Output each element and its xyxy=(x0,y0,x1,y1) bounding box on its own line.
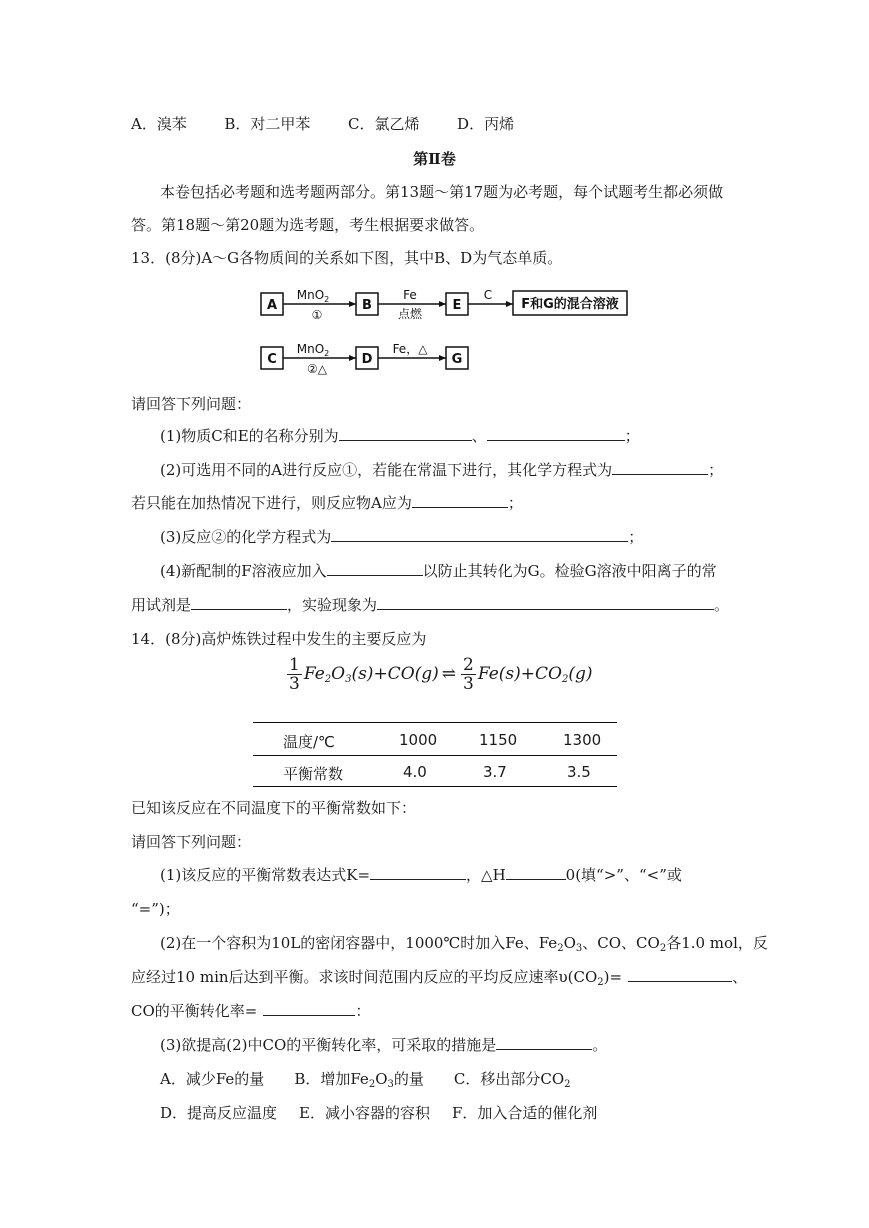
table-header-1150: 1150 xyxy=(479,731,518,749)
eq-arrow: ⇌ xyxy=(441,664,457,684)
q14-part-1a xyxy=(160,864,682,885)
q13-reaction-diagram xyxy=(255,283,635,378)
q13-p4a-mid: 以防止其转化为G。检验G溶液中阳离子的常 xyxy=(422,562,717,580)
svg-text:MnO2 xyxy=(297,288,330,304)
blank-rate[interactable] xyxy=(628,966,732,982)
q14-p1a-mid: ，△H xyxy=(466,866,506,884)
option-b: B．对二甲苯 xyxy=(224,115,311,133)
arrow4-bottom: ②△ xyxy=(307,362,327,376)
q13-p2b-end: ； xyxy=(507,494,523,512)
q13-p4b-mid: ，实验现象为 xyxy=(287,596,378,614)
section-title: 第Ⅱ卷 xyxy=(413,150,456,168)
q14-p2a-end: 各1.0 mol，反 xyxy=(666,934,768,952)
option-c: C．氯乙烯 xyxy=(348,115,420,133)
q14-known: 已知该反应在不同温度下的平衡常数如下： xyxy=(131,799,417,817)
q14-option-b xyxy=(294,1070,424,1088)
q14-p2c-end: ： xyxy=(355,1002,371,1020)
q14-p3-end: 。 xyxy=(592,1036,608,1054)
arrow4-top-sub: 2 xyxy=(324,349,330,358)
q14-p2a-o: O xyxy=(563,934,576,952)
frac1-den: 3 xyxy=(289,674,300,694)
eq-right: Fe(s)+CO xyxy=(477,664,562,684)
intro-line-1: 本卷包括必考题和选考题两部分。第13题～第17题为必考题，每个试题考生都必须做 xyxy=(160,183,724,201)
q13-p4a-text: (4)新配制的F溶液应加入 xyxy=(160,562,327,580)
q14-p2b-sub: 2 xyxy=(597,977,604,988)
q14-option-b-o: O xyxy=(375,1070,388,1088)
arrow3-top: C xyxy=(483,288,493,302)
q14-stem: 14．(8分)高炉炼铁过程中发生的主要反应为 xyxy=(131,630,427,648)
table-label-k: 平衡常数 xyxy=(283,765,344,783)
q14-table xyxy=(253,722,617,788)
q14-option-c-text: C．移出部分CO xyxy=(453,1070,565,1088)
blank-reactant-a[interactable] xyxy=(412,492,508,508)
q13-p2a-end: ； xyxy=(708,461,724,479)
table-value-1150: 3.7 xyxy=(483,763,507,781)
label-fg: F和G的混合溶液 xyxy=(521,297,619,312)
q13-p1-end: ； xyxy=(624,427,640,445)
blank-e-name[interactable] xyxy=(487,425,625,441)
blank-conversion[interactable] xyxy=(263,1000,355,1016)
blank-equation-2[interactable] xyxy=(331,526,628,542)
q14-option-b-sub1: 2 xyxy=(368,1079,376,1090)
intro-line-2: 答。第18题～第20题为选考题，考生根据要求做答。 xyxy=(131,216,485,234)
arrow4-top: MnO xyxy=(296,342,325,356)
q14-p2b-sep: 、 xyxy=(732,968,748,986)
q14-option-c-sub: 2 xyxy=(564,1079,571,1090)
q14-p3-text: (3)欲提高(2)中CO的平衡转化率，可采取的措施是 xyxy=(160,1036,497,1054)
q14-p2a-rest: 、CO、CO xyxy=(582,934,660,952)
frac2-den: 3 xyxy=(463,674,474,694)
label-d: D xyxy=(361,352,373,367)
arrow1-top-sub: 2 xyxy=(324,295,330,304)
label-a: A xyxy=(266,298,278,313)
frac1-num: 1 xyxy=(289,655,300,675)
q14-option-c xyxy=(454,1070,571,1088)
eq-left-sub2: 3 xyxy=(345,674,352,685)
q14-part-3 xyxy=(160,1034,607,1055)
blank-reagent[interactable] xyxy=(191,594,287,610)
option-a: A．溴苯 xyxy=(131,115,187,133)
q14-p2a-text: (2)在一个容积为10L的密闭容器中，1000℃时加入Fe、Fe xyxy=(160,934,558,952)
svg-text:MnO2 xyxy=(297,342,330,358)
eq-left-rest: (s)+CO(g) xyxy=(351,664,439,684)
blank-k-expression[interactable] xyxy=(370,864,466,880)
option-d: D．丙烯 xyxy=(457,115,515,133)
label-b: B xyxy=(362,298,372,313)
arrow5-top: Fe，△ xyxy=(392,342,428,356)
q14-p2a-sub1: 2 xyxy=(557,943,564,954)
q13-p2a-text: (2)可选用不同的A进行反应①，若能在常温下进行，其化学方程式为 xyxy=(160,461,613,479)
label-g: G xyxy=(451,352,463,367)
blank-phenomenon[interactable] xyxy=(377,594,714,610)
table-header-1000: 1000 xyxy=(399,731,438,749)
q14-p2b-text: 应经过10 min后达到平衡。求该时间范围内反应的平均反应速率υ(CO xyxy=(131,968,598,986)
table-header-temp: 温度/℃ xyxy=(283,733,335,751)
q13-p1-text: (1)物质C和E的名称分别为 xyxy=(160,427,339,445)
q14-options-row-2 xyxy=(160,1102,597,1123)
eq-left-sub1: 2 xyxy=(324,674,332,685)
eq-right-sub: 2 xyxy=(561,674,569,685)
q14-option-b-sub2: 3 xyxy=(387,1079,394,1090)
blank-measure[interactable] xyxy=(496,1034,592,1050)
q14-options-row-1 xyxy=(160,1068,571,1090)
q13-p3-end: ； xyxy=(628,528,644,546)
q14-p2b-end: )= xyxy=(603,968,623,986)
q14-p2a-sub3: 2 xyxy=(659,943,667,954)
frac2-num: 2 xyxy=(463,655,474,675)
arrow1-top: MnO xyxy=(296,288,325,302)
q14-option-f: F．加入合适的催化剂 xyxy=(451,1104,598,1122)
q13-part-1 xyxy=(160,425,640,446)
table-value-1000: 4.0 xyxy=(403,763,427,781)
blank-additive[interactable] xyxy=(327,560,423,576)
q14-ask: 请回答下列问题： xyxy=(131,833,252,851)
blank-delta-h[interactable] xyxy=(506,864,566,880)
eq-right-rest: (g) xyxy=(568,664,593,684)
q13-p3-text: (3)反应②的化学方程式为 xyxy=(160,528,332,546)
q12-options xyxy=(131,113,514,134)
q14-part-1b: “=”)； xyxy=(131,900,180,918)
blank-equation-1[interactable] xyxy=(612,459,708,475)
q13-p2b-text: 若只能在加热情况下进行，则反应物A应为 xyxy=(131,494,412,512)
q13-ask: 请回答下列问题： xyxy=(131,395,252,413)
arrow1-bottom: ① xyxy=(311,308,323,322)
table-header-1300: 1300 xyxy=(563,731,602,749)
q14-option-b-end: 的量 xyxy=(393,1070,424,1088)
q13-stem: 13．(8分)A～G各物质间的关系如下图，其中B、D为气态单质。 xyxy=(131,249,563,267)
q13-part-3 xyxy=(160,526,643,547)
q14-p1a-end: 0(填“>”、“<”或 xyxy=(565,866,682,884)
q14-option-e: E．减小容器的容积 xyxy=(299,1104,430,1122)
arrow2-top: Fe xyxy=(403,288,417,302)
q14-option-b-text: B．增加Fe xyxy=(294,1070,369,1088)
q14-equation xyxy=(285,656,593,693)
q13-p4b-end: 。 xyxy=(714,596,730,614)
table-value-1300: 3.5 xyxy=(567,763,591,781)
q14-part-2b xyxy=(131,966,747,988)
q14-part-2a xyxy=(160,932,768,954)
q13-part-2a xyxy=(160,459,723,480)
arrow2-bottom: 点燃 xyxy=(397,307,423,321)
q14-option-d: D．提高反应温度 xyxy=(160,1104,278,1122)
q13-p1-sep: 、 xyxy=(471,427,487,445)
q14-p2a-sub2: 3 xyxy=(575,943,583,954)
q14-part-2c xyxy=(131,1000,370,1021)
q14-p1a-text: (1)该反应的平衡常数表达式K= xyxy=(160,866,371,884)
q13-part-4b xyxy=(131,594,729,615)
q14-p2c-text: CO的平衡转化率= xyxy=(131,1002,258,1020)
q14-option-a: A．减少Fe的量 xyxy=(160,1070,265,1088)
eq-left-mid: O xyxy=(331,664,346,684)
q13-p4b-text: 用试剂是 xyxy=(131,596,192,614)
eq-left: Fe xyxy=(303,664,325,684)
q13-part-4a xyxy=(160,560,717,581)
blank-c-name[interactable] xyxy=(339,425,472,441)
label-c: C xyxy=(267,352,277,367)
label-e: E xyxy=(452,298,462,313)
q13-part-2b xyxy=(131,492,523,513)
